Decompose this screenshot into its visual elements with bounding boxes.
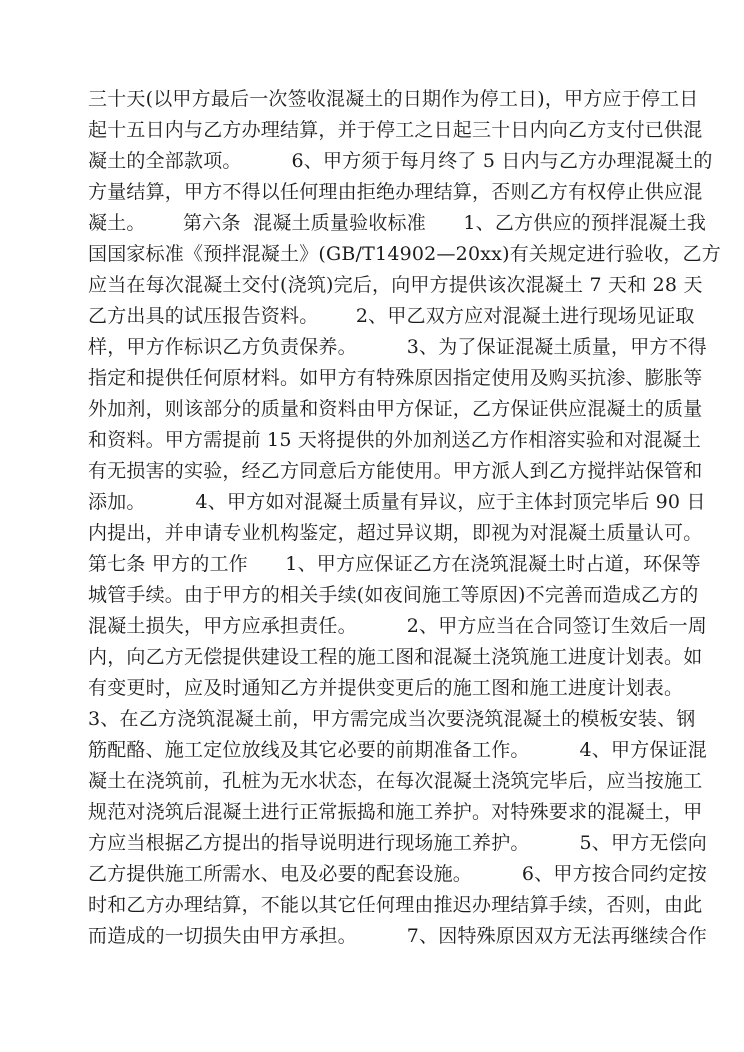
text-line: 第七条 甲方的工作 1、甲方应保证乙方在浇筑混凝土时占道，环保等 — [88, 553, 701, 575]
text-line: 筋配酪、施工定位放线及其它必要的前期准备工作。 4、甲方保证混 — [88, 739, 708, 761]
text-line: 凝土。 第六条 混凝土质量验收标准 1、乙方供应的预拌混凝土我 — [88, 212, 707, 234]
text-line: 三十天(以甲方最后一次签收混凝土的日期作为停工日)，甲方应于停工日 — [88, 88, 699, 110]
text-line: 添加。 4、甲方如对混凝土质量有异议，应于主体封顶完毕后 90 日 — [88, 491, 706, 513]
text-line: 有无损害的实验，经乙方同意后方能使用。甲方派人到乙方搅拌站保管和 — [88, 460, 703, 482]
text-line: 方应当根据乙方提出的指导说明进行现场施工养护。 5、甲方无偿向 — [88, 832, 708, 854]
text-line: 凝土的全部款项。 6、甲方须于每月终了 5 日内与乙方办理混凝土的 — [88, 150, 713, 172]
text-line: 乙方出具的试压报告资料。 2、甲乙双方应对混凝土进行现场见证取 — [88, 305, 695, 327]
contract-text-block — [88, 84, 721, 952]
text-line: 内，向乙方无偿提供建设工程的施工图和混凝土浇筑施工进度计划表。如 — [88, 646, 703, 668]
text-line: 混凝土损失，甲方应承担责任。 2、甲方应当在合同签订生效后一周 — [88, 615, 708, 637]
text-line: 起十五日内与乙方办理结算，并于停工之日起三十日内向乙方支付已供混 — [88, 119, 703, 141]
text-line: 凝土在浇筑前，孔桩为无水状态，在每次混凝土浇筑完毕后，应当按施工 — [88, 770, 703, 792]
text-line: 时和乙方办理结算，不能以其它任何理由推迟办理结算手续，否则，由此 — [88, 894, 703, 916]
text-line: 规范对浇筑后混凝土进行正常振捣和施工养护。对特殊要求的混凝土，甲 — [88, 801, 703, 823]
text-line: 应当在每次混凝土交付(浇筑)完后，向甲方提供该次混凝土 7 天和 28 天 — [88, 274, 703, 296]
text-line: 方量结算，甲方不得以任何理由拒绝办理结算，否则乙方有权停止供应混 — [88, 181, 703, 203]
text-line: 而造成的一切损失由甲方承担。 7、因特殊原因双方无法再继续合作 — [88, 925, 708, 947]
text-line: 国国家标准《预拌混凝土》(GB/T14902—20xx)有关规定进行验收，乙方 — [88, 243, 721, 265]
text-line: 3、在乙方浇筑混凝土前，甲方需完成当次要浇筑混凝土的模板安装、钢 — [88, 708, 696, 730]
text-line: 乙方提供施工所需水、电及必要的配套设施。 6、甲方按合同约定按 — [88, 863, 708, 885]
text-line: 指定和提供任何原材料。如甲方有特殊原因指定使用及购买抗渗、膨胀等 — [88, 367, 703, 389]
text-line: 和资料。甲方需提前 15 天将提供的外加剂送乙方作相溶实验和对混凝土 — [88, 429, 702, 451]
text-line: 外加剂，则该部分的质量和资料由甲方保证，乙方保证供应混凝土的质量 — [88, 398, 703, 420]
text-line: 内提出，并申请专业机构鉴定，超过异议期，即视为对混凝土质量认可。 — [88, 522, 703, 544]
text-line: 城管手续。由于甲方的相关手续(如夜间施工等原因)不完善而造成乙方的 — [88, 584, 699, 606]
text-line: 样，甲方作标识乙方负责保养。 3、为了保证混凝土质量，甲方不得 — [88, 336, 708, 358]
text-line: 有变更时，应及时通知乙方并提供变更后的施工图和施工进度计划表。 — [88, 677, 684, 699]
